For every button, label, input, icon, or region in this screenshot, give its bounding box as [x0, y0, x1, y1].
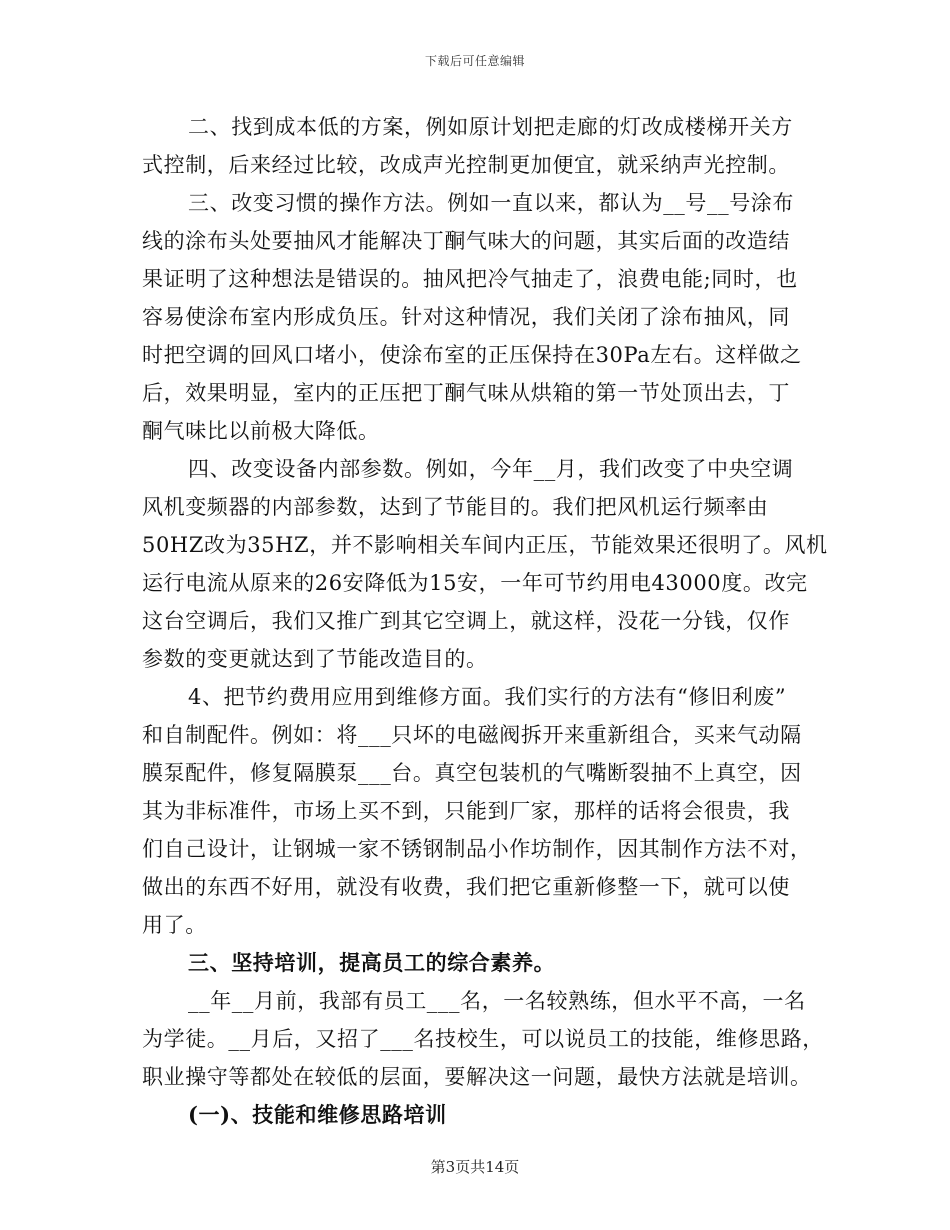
- page-header: 下载后可任意编辑: [424, 54, 525, 68]
- paragraph-line: 运行电流从原来的26安降低为15安，一年可节约用电43000度。改完: [142, 571, 808, 595]
- paragraph-line: 这台空调后，我们又推广到其它空调上，就这样，没花一分钱，仅作: [142, 609, 790, 633]
- paragraph-line: 50HZ改为35HZ，并不影响相关车间内正压，节能效果还很明了。风机: [142, 533, 828, 557]
- paragraph-line: 二、找到成本低的方案，例如原计划把走廊的灯改成楼梯开关方: [188, 115, 793, 139]
- paragraph-line: 职业操守等都处在较低的层面，要解决这一问题，最快方法就是培训。: [142, 1065, 812, 1089]
- paragraph-line: 式控制，后来经过比较，改成声光控制更加便宜，就采纳声光控制。: [142, 153, 790, 177]
- paragraph-line: 其为非标准件，市场上买不到，只能到厂家，那样的话将会很贵，我: [142, 799, 790, 823]
- section-heading: 三、坚持培训，提高员工的综合素养。: [188, 950, 556, 975]
- paragraph-line: 用了。: [142, 913, 207, 937]
- paragraph-line: 做出的东西不好用，就没有收费，我们把它重新修整一下，就可以使: [142, 875, 790, 899]
- paragraph-line: 后，效果明显，室内的正压把丁酮气味从烘箱的第一节处顶出去，丁: [142, 381, 790, 405]
- paragraph-line: 为学徒。__月后，又招了___名技校生，可以说员工的技能，维修思路，: [142, 1027, 824, 1051]
- paragraph-line: 酮气味比以前极大降低。: [142, 419, 380, 443]
- paragraph-line: 四、改变设备内部参数。例如，今年__月，我们改变了中央空调: [188, 457, 794, 481]
- paragraph-line: __年__月前，我部有员工___名，一名较熟练，但水平不高，一名: [188, 989, 806, 1013]
- paragraph-line: 们自己设计，让钢城一家不锈钢制品小作坊制作，因其制作方法不对，: [142, 837, 812, 861]
- paragraph-line: 时把空调的回风口堵小，使涂布室的正压保持在30Pa左右。这样做之: [142, 343, 802, 367]
- paragraph-line: 参数的变更就达到了节能改造目的。: [142, 647, 488, 671]
- paragraph-line: 容易使涂布室内形成负压。针对这种情况，我们关闭了涂布抽风，同: [142, 305, 790, 329]
- paragraph-line: 线的涂布头处要抽风才能解决丁酮气味大的问题，其实后面的改造结: [142, 229, 790, 253]
- paragraph-line: 果证明了这种想法是错误的。抽风把冷气抽走了，浪费电能;同时，也: [142, 267, 798, 291]
- paragraph-line: 膜泵配件，修复隔膜泵___台。真空包装机的气嘴断裂抽不上真空，因: [142, 761, 802, 785]
- document-body: [142, 108, 832, 1134]
- subsection-heading: (一)、技能和维修思路培训: [188, 1102, 447, 1127]
- paragraph-line: 4、把节约费用应用到维修方面。我们实行的方法有“修旧利废”: [188, 685, 787, 709]
- paragraph-line: 风机变频器的内部参数，达到了节能目的。我们把风机运行频率由: [142, 495, 769, 519]
- paragraph-line: 三、改变习惯的操作方法。例如一直以来，都认为__号__号涂布: [188, 191, 794, 215]
- page-number-footer: 第3页共14页: [430, 1158, 520, 1176]
- paragraph-line: 和自制配件。例如：将___只坏的电磁阀拆开来重新组合，买来气动隔: [142, 723, 802, 747]
